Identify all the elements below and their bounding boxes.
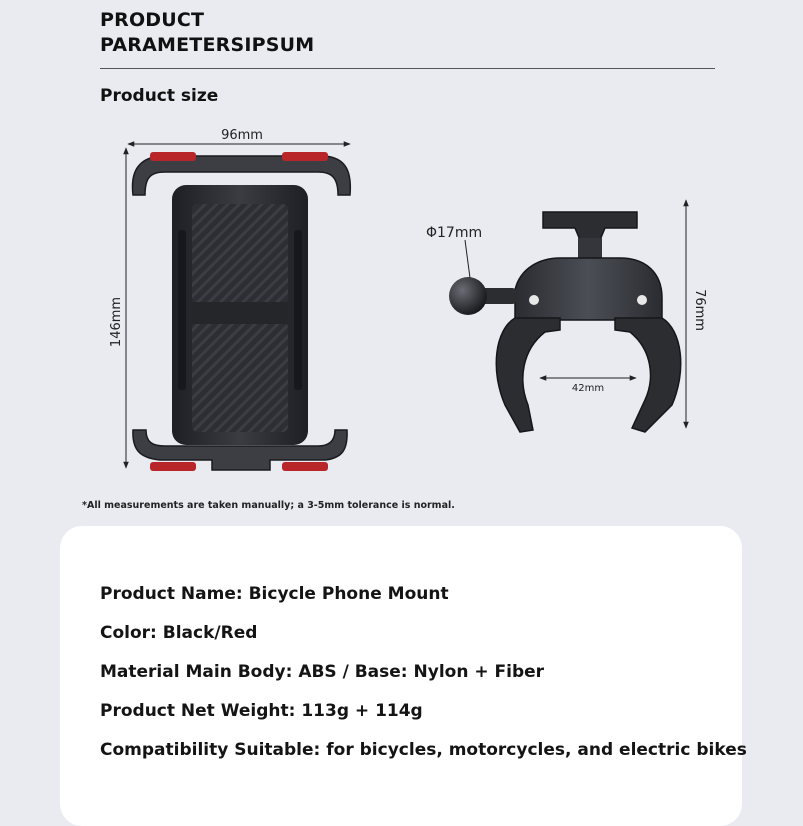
- phone-holder-illustration: [132, 152, 350, 471]
- spec-compatibility: Compatibility Suitable: for bicycles, motorcycles, and electric bikes: [100, 740, 747, 760]
- clamp-height-label: 76mm: [692, 289, 707, 331]
- measurement-note: *All measurements are taken manually; a 3-5mm tolerance is normal.: [82, 500, 455, 511]
- ball-diameter-label: Φ17mm: [426, 225, 483, 241]
- spec-color: Color: Black/Red: [100, 623, 258, 643]
- spec-product-name: Product Name: Bicycle Phone Mount: [100, 584, 449, 604]
- section-title: Product size: [100, 86, 219, 106]
- title-line-2: PARAMETERSIPSUM: [100, 34, 315, 56]
- height-label: 146mm: [109, 296, 124, 348]
- width-label: 96mm: [221, 128, 263, 143]
- clamp-opening-label: 42mm: [571, 383, 605, 394]
- title-line-1: PRODUCT: [100, 9, 205, 31]
- clamp-illustration: [449, 212, 681, 432]
- spec-list: [100, 583, 747, 778]
- spec-material: Material Main Body: ABS / Base: Nylon + Fiber: [100, 662, 545, 682]
- spec-weight: Product Net Weight: 113g + 114g: [100, 701, 423, 721]
